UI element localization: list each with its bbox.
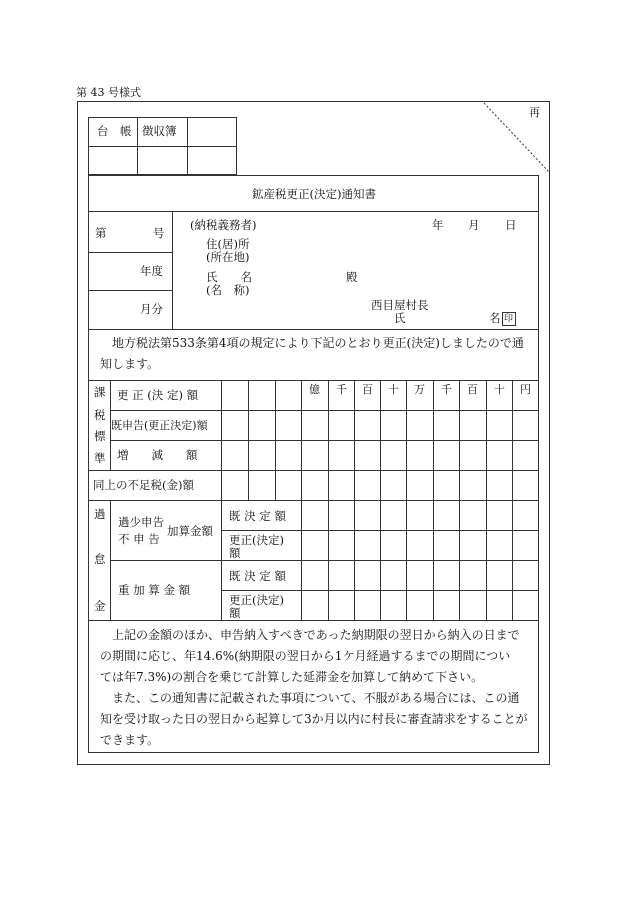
penalty-char-2: 怠 [94,552,106,566]
form-number: 第 43 号様式 [76,86,141,99]
basis-char-3: 標 [94,429,106,443]
issuer-title: 西目屋村長 [371,298,429,312]
tsukibun-label: 月分 [140,302,163,316]
row-fusoku: 同上の不足税(金)額 [93,478,194,492]
kousei-1-line2: 額 [229,546,241,560]
juukasan-label: 重 加 算 金 額 [118,583,191,597]
kasan-label: 加算金額 [167,524,213,538]
unit-en: 円 [520,383,531,396]
footer-line: また、この通知書に記載された事項について、不服がある場合には、この通 [100,691,520,705]
footer-line: の期間に応じ、年14.6%(納期限の翌日から1ケ月経過するまでの期間につい [100,649,511,663]
row-kousei: 更 正 (決 定) 額 [117,388,199,402]
dai-label: 第 [95,226,107,240]
penalty-char-3: 金 [94,599,106,613]
date-hi: 日 [505,218,517,232]
unit-hyaku: 百 [362,383,373,396]
issuer-shi: 氏 [394,311,406,325]
kousei-1-line1: 更正(決定) [229,533,284,547]
row-kishinkoku: 既申告(更正決定)額 [111,419,208,432]
taxpayer-label: (納税義務者) [190,218,257,232]
name-sub: (名 称) [206,283,250,297]
ledger-label: 台 帳 [97,124,132,138]
form-title: 鉱産税更正(決定)通知書 [252,187,376,201]
date-tsuki: 月 [468,218,480,232]
unit-juu: 十 [388,383,399,396]
name-label: 氏 名 [206,270,252,284]
unit-oku: 億 [309,383,320,396]
unit-man: 万 [414,383,425,396]
honorific: 殿 [346,270,358,284]
ki-kettei-1: 既 決 定 額 [229,509,286,523]
address-sub: (所在地) [206,250,250,264]
issuer-mei: 名 印 [489,312,516,326]
kashou-label: 過少申告 [118,515,164,529]
choushubo-label: 徴収簿 [142,124,177,138]
fushinkoku-label: 不 申 告 [118,532,160,546]
unit-sen2: 千 [441,383,452,396]
notice-text: 地方税法第533条第4項の規定により下記のとおり更正(決定)しましたので通知します。 [100,336,524,371]
kousei-2-line1: 更正(決定) [229,593,284,607]
unit-sen: 千 [336,383,347,396]
kousei-2-line2: 額 [229,606,241,620]
address-label: 住(居)所 [206,237,250,251]
re-mark: 再 [529,106,540,119]
footer-line: ては年7.3%)の割合を乗じて計算した延滞金を加算して納めて下さい。 [100,670,484,684]
go-label: 号 [153,226,165,240]
basis-char-2: 税 [94,408,106,422]
seal-icon: 印 [502,312,516,326]
basis-char-1: 課 [94,385,106,399]
unit-juu2: 十 [494,383,505,396]
unit-hyaku2: 百 [467,383,478,396]
row-zougen: 増 減 額 [117,448,198,462]
footer-line: 上記の金額のほか、申告納入すべきであった納期限の翌日から納入の日まで [100,628,520,642]
ki-kettei-2: 既 決 定 額 [229,569,286,583]
footer-text [100,625,532,751]
basis-char-4: 準 [94,451,106,465]
date-nen: 年 [432,218,444,232]
footer-line: 知を受け取った日の翌日から起算して3か月以内に村長に審査請求をすることが [100,712,528,726]
penalty-char-1: 過 [94,507,106,521]
footer-line: できます。 [100,733,160,747]
nendo-label: 年度 [140,264,163,278]
